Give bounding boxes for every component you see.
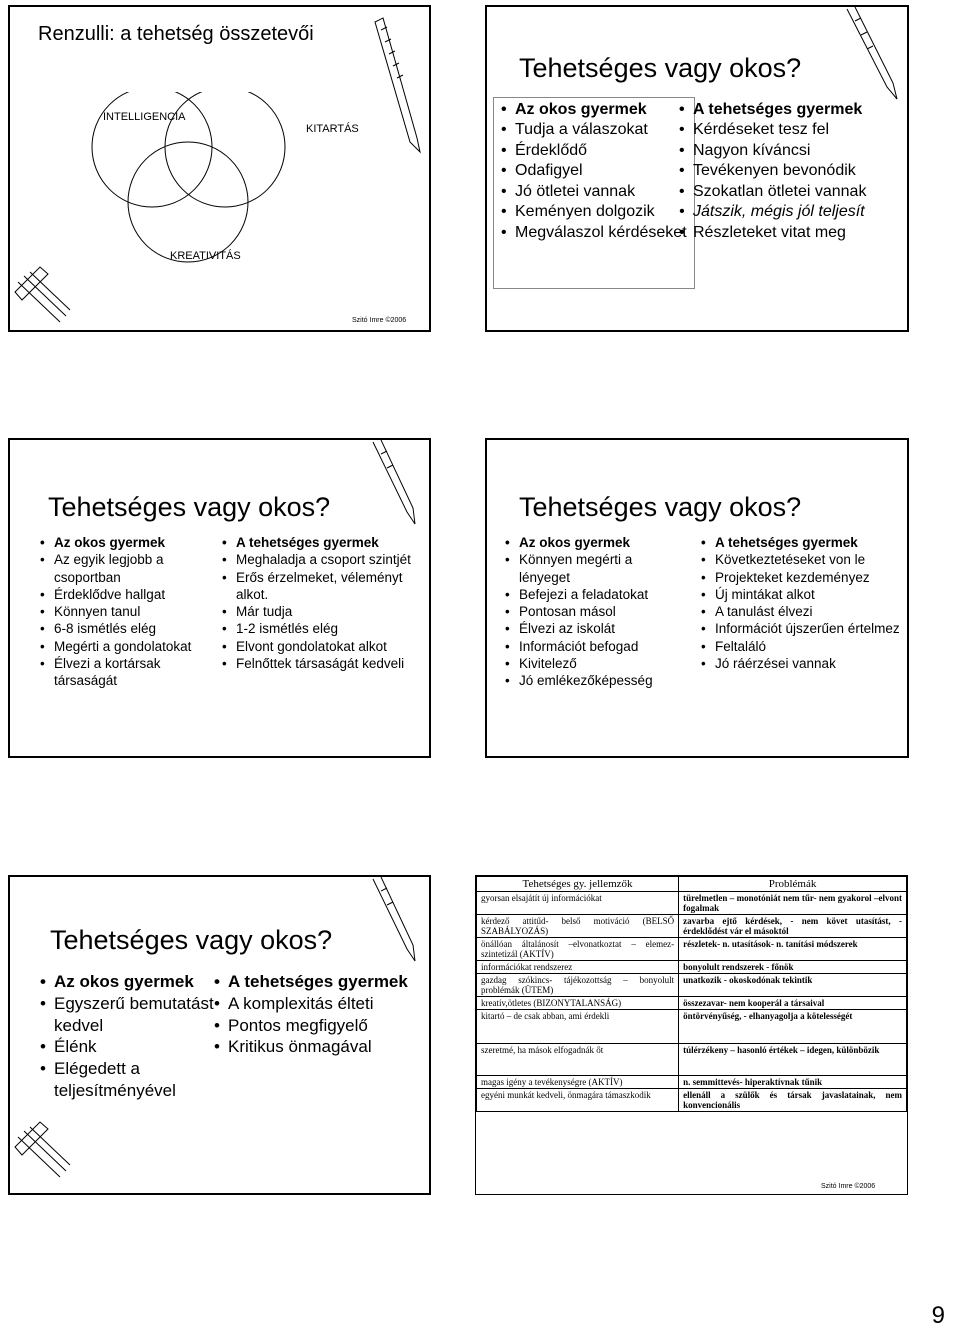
- list-item: • Élvezi a kortársak társaságát: [40, 655, 220, 690]
- list-item: • Az okos gyermek: [40, 971, 225, 993]
- venn-circle-creativity: [128, 142, 248, 262]
- venn-circle-intelligence: [92, 92, 212, 207]
- list-item: • 1-2 ismétlés elég: [222, 620, 427, 637]
- table-cell: unatkozik - okoskodónak tekintik: [679, 974, 907, 997]
- slide-tehetseges-1: [485, 5, 909, 332]
- table-cell: egyéni munkát kedveli, önmagára támaszkodik: [477, 1089, 679, 1112]
- list-item: • Élvezi az iskolát: [505, 620, 683, 637]
- pencil-icon: [827, 7, 907, 107]
- problems-table: [476, 876, 907, 1112]
- list-item: • Egyszerű bemutatást kedvel: [40, 993, 225, 1037]
- list-item: • Információt újszerűen értelmez: [701, 620, 906, 637]
- table-cell: összezavar- nem kooperál a társaival: [679, 997, 907, 1010]
- list-item: • Tevékenyen bevonódik: [679, 161, 899, 181]
- table-cell: kérdező attitűd- belső motiváció (BELSŐ SZABÁLYOZÁS): [477, 915, 679, 938]
- list-item: • Élénk: [40, 1036, 225, 1058]
- list-item: • Az okos gyermek: [501, 100, 693, 120]
- list-item: • 6-8 ismétlés elég: [40, 620, 220, 637]
- list-item: • Már tudja: [222, 603, 427, 620]
- pencil-icon: [355, 877, 425, 967]
- list-item: • A tehetséges gyermek: [701, 534, 906, 551]
- list-item: • Elégedett a teljesítményével: [40, 1058, 225, 1102]
- list-item: • Jó ötletei vannak: [501, 182, 693, 202]
- list-item: • Odafigyel: [501, 161, 693, 181]
- list-item: • Keményen dolgozik: [501, 202, 693, 222]
- list-item: • Szokatlan ötletei vannak: [679, 182, 899, 202]
- page-number: 9: [931, 1302, 945, 1329]
- paperclip-icon: [10, 1117, 80, 1192]
- table-cell: részletek- n. utasítások- n. tanítási módszerek: [679, 938, 907, 961]
- list-item: • Kritikus önmagával: [214, 1036, 424, 1058]
- paperclip-icon: [10, 262, 80, 332]
- list-item: • Könnyen megérti a lényeget: [505, 551, 683, 586]
- table-cell: gyorsan elsajátít új információkat: [477, 892, 679, 915]
- table-row: [477, 892, 907, 915]
- table-row: [477, 1089, 907, 1112]
- list-item: • A tehetséges gyermek: [222, 534, 427, 551]
- slide-title: Tehetséges vagy okos?: [50, 925, 333, 955]
- table-cell: ellenáll a szülők és társak javaslatainak, nem konvencionális: [679, 1089, 907, 1112]
- venn-label-task: KITARTÁS: [306, 123, 359, 135]
- list-item: • Az okos gyermek: [505, 534, 683, 551]
- list-item: • A tehetséges gyermek: [679, 100, 899, 120]
- list-item: • A komplexitás élteti: [214, 993, 424, 1015]
- list-item: • Kérdéseket tesz fel: [679, 120, 899, 140]
- table-row: [477, 938, 907, 961]
- list-item: • Érdeklődő: [501, 141, 693, 161]
- list-item: • Tudja a válaszokat: [501, 120, 693, 140]
- tehetseges-list: [679, 100, 899, 243]
- list-item: • Nagyon kíváncsi: [679, 141, 899, 161]
- list-item: • A tehetséges gyermek: [214, 971, 424, 993]
- table-cell: túlérzékeny – hasonló értékek – idegen, különbözik: [679, 1044, 907, 1076]
- table-cell: öntörvényűség, - elhanyagolja a kötelességét: [679, 1010, 907, 1044]
- slide-renzulli: [8, 5, 431, 332]
- tehetseges-list: [214, 971, 424, 1058]
- list-item: • A tanulást élvezi: [701, 603, 906, 620]
- list-item: • Erős érzelmeket, véleményt alkot.: [222, 569, 427, 604]
- list-item: • Pontosan másol: [505, 603, 683, 620]
- list-item: • Az egyik legjobb a csoportban: [40, 551, 220, 586]
- list-item: • Meghaladja a csoport szintjét: [222, 551, 427, 568]
- slide-tehetseges-3: [485, 438, 909, 758]
- slide-tehetseges-2: [8, 438, 431, 758]
- table-cell: magas igény a tevékenységre (AKTÍV): [477, 1076, 679, 1089]
- pencil-icon: [355, 440, 425, 530]
- table-row: [477, 1010, 907, 1044]
- table-header: Problémák: [679, 877, 907, 892]
- credit: Szitó Imre ©2006: [821, 1183, 876, 1190]
- list-item: • Projekteket kezdeményez: [701, 569, 906, 586]
- list-item: • Jó emlékezőképesség: [505, 672, 683, 689]
- table-cell: türelmetlen – monotóniát nem tűr- nem gyakorol –elvont fogalmak: [679, 892, 907, 915]
- table-row: [477, 961, 907, 974]
- slide-tehetseges-4: [8, 875, 431, 1195]
- okos-list: [505, 534, 683, 689]
- list-item: • Megérti a gondolatokat: [40, 638, 220, 655]
- okos-list: [40, 534, 220, 689]
- list-item: • Pontos megfigyelő: [214, 1015, 424, 1037]
- table-cell: bonyolult rendszerek - főnök: [679, 961, 907, 974]
- venn-circle-task: [165, 92, 285, 207]
- table-cell: kitartó – de csak abban, ami érdekli: [477, 1010, 679, 1044]
- list-item: • Befejezi a feladatokat: [505, 586, 683, 603]
- list-item: • Érdeklődve hallgat: [40, 586, 220, 603]
- slide-title: Tehetséges vagy okos?: [519, 492, 802, 522]
- table-cell: zavarba ejtő kérdések, - nem követ utasítást, - érdeklődést vár el másoktól: [679, 915, 907, 938]
- table-cell: gazdag szókincs- tájékozottság – bonyolult problémák (ÜTEM): [477, 974, 679, 997]
- slide-title: Renzulli: a tehetség összetevői: [38, 23, 314, 45]
- list-item: • Információt befogad: [505, 638, 683, 655]
- okos-list: [501, 100, 693, 243]
- list-item: • Részleteket vitat meg: [679, 223, 899, 243]
- slide-title: Tehetséges vagy okos?: [519, 53, 802, 83]
- list-item: • Új mintákat alkot: [701, 586, 906, 603]
- list-item: • Jó ráérzései vannak: [701, 655, 906, 672]
- list-item: • Játszik, mégis jól teljesít: [679, 202, 899, 222]
- table-row: [477, 915, 907, 938]
- list-item: • Könnyen tanul: [40, 603, 220, 620]
- pencil-icon: [365, 12, 430, 162]
- tehetseges-list: [222, 534, 427, 672]
- list-item: • Az okos gyermek: [40, 534, 220, 551]
- list-item: • Kivitelező: [505, 655, 683, 672]
- table-cell: önállóan általánosít –elvonatkoztat – elemez- szintetizál (AKTÍV): [477, 938, 679, 961]
- table-row: [477, 1076, 907, 1089]
- list-item: • Feltaláló: [701, 638, 906, 655]
- slide-problems-table: [475, 875, 908, 1195]
- list-item: • Elvont gondolatokat alkot: [222, 638, 427, 655]
- list-item: • Következtetéseket von le: [701, 551, 906, 568]
- table-cell: szeretmé, ha mások elfogadnák őt: [477, 1044, 679, 1076]
- table-cell: információkat rendszerez: [477, 961, 679, 974]
- venn-label-intelligence: INTELLIGENCIA: [103, 111, 186, 123]
- list-item: • Megválaszol kérdéseket: [501, 223, 693, 243]
- list-item: • Felnőttek társaságát kedveli: [222, 655, 427, 672]
- table-row: [477, 1044, 907, 1076]
- table-row: [477, 997, 907, 1010]
- okos-list: [40, 971, 225, 1102]
- venn-label-creativity: KREATIVITÁS: [170, 250, 241, 262]
- table-cell: kreatív,ötletes (BIZONYTALANSÁG): [477, 997, 679, 1010]
- credit: Szitó Imre ©2006: [352, 317, 407, 324]
- tehetseges-list: [701, 534, 906, 672]
- table-cell: n. semmittevés- hiperaktívnak tűnik: [679, 1076, 907, 1089]
- slide-title: Tehetséges vagy okos?: [48, 492, 331, 522]
- table-header: Tehetséges gy. jellemzők: [477, 877, 679, 892]
- table-header-row: [477, 877, 907, 892]
- table-row: [477, 974, 907, 997]
